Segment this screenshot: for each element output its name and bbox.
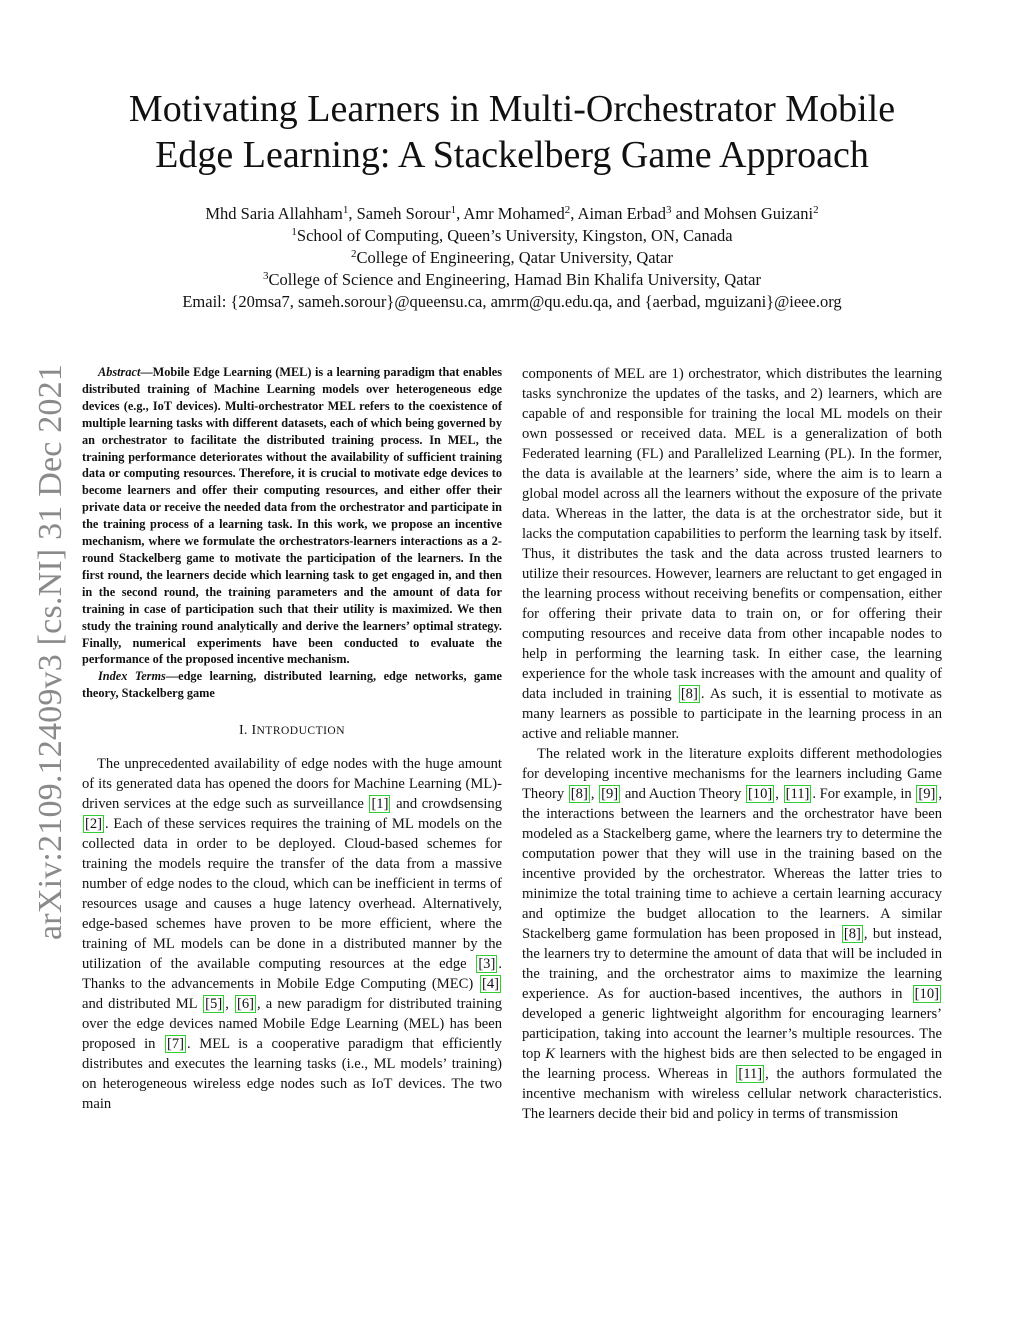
citation-link[interactable]: [10] — [914, 986, 939, 1002]
math-variable: K — [545, 1046, 556, 1062]
right-column — [522, 364, 942, 1124]
text-run: , but instead, the learners try to determine the amount of data that will be included in the training, and the orchestrator aims to maximize the learning experience. As for auction-based incentives, the authors in — [522, 926, 942, 1002]
text-run: , the interactions between the learners and the orchestrator have been modeled as a Stackelberg game, where the learners try to determine the computation power that they will use in the training based on the incentive provided by the orchestrator. Whereas the latter tries to minimize the total training time to achieve a certain learning accuracy and optimize the budget allocation to the learners. A similar Stackelberg game formulation has been proposed in — [522, 786, 943, 942]
citation-link[interactable]: [8] — [680, 686, 698, 702]
citation-link[interactable]: [11] — [738, 1066, 763, 1082]
citation-link[interactable]: [4] — [481, 976, 499, 993]
section-title-initial: I — [251, 723, 257, 739]
author-affiliation-mark: 2 — [564, 204, 571, 216]
text-run: components of MEL are 1) orchestrator, which distributes the learning tasks synchronize the updates of the tasks, and 2) learners, which are capable of and responsible for training the local ML models on their own possessed or received data. MEL is a generalization of both Federated learning (FL) and Parallelized Learning (PL). In the former, the data is available at the learners’ side, where the aim is to learn a global model across all the learners without the exposure of the private data. Whereas in the latter, the data is at the orchestrator side, but it lacks the computation capabilities to perform the learning task by itself. Thus, it distributes the task and the data across trusted learners to utilize their resources. However, learners are reluctant to get engaged in the learning process without receiving benefits or compensation, either for offering their private data to train on, or for offering their computing resources and receive data from other incapable nodes to help in performing the learning task. In either case, the learning experience for the whole task increases with the amount and quality of data included in training — [522, 366, 942, 702]
title-line-2: Edge Learning: A Stackelberg Game Approach — [155, 134, 869, 176]
abstract — [82, 364, 502, 668]
citation-link[interactable]: [3] — [478, 956, 496, 973]
author-affiliation-mark: 1 — [450, 204, 457, 216]
citation-link[interactable]: [1] — [371, 796, 389, 813]
section-numeral: I. — [238, 723, 248, 739]
text-run: , a new paradigm for distributed training over the edge devices named Mobile Edge Learning (MEL) has been proposed in — [82, 996, 503, 1053]
author-name: Sameh Sorour — [356, 204, 451, 223]
text-run: . Each of these services requires the training of ML models on the collected data in order to be deployed. Cloud-based schemes for training the models require the transfer of the data from a massive number of edge nodes to the cloud, which can be inefficient in terms of resources usage and causes a huge latency overhead. Alternatively, edge-based schemes have proven to be more efficient, where the training of ML models can be done in a distributed manner by the utilization of the available computing resources at the edge — [82, 816, 502, 973]
related-work-paragraph — [522, 744, 942, 1124]
index-terms — [82, 668, 502, 702]
author-separator: , — [570, 204, 578, 223]
affiliation-3 — [60, 269, 964, 291]
text-run: , — [775, 786, 783, 802]
section-heading-introduction — [82, 721, 502, 741]
intro-paragraph — [82, 754, 502, 1114]
index-terms-text: —edge learning, distributed learning, edge networks, game theory, Stackelberg game — [82, 669, 502, 701]
citation-link[interactable]: [10] — [747, 786, 773, 802]
author-separator: , — [348, 204, 357, 223]
text-run: The related work in the literature exploits different methodologies for developing incentive mechanisms for the learners including Game Theory — [522, 746, 942, 802]
affiliation-mark: 3 — [263, 270, 269, 282]
arxiv-stamp: arXiv:2109.12409v3 [cs.NI] 31 Dec 2021 — [32, 363, 69, 940]
author-block — [60, 203, 964, 313]
author-separator: and — [671, 204, 704, 223]
text-run: learners with the highest bids are then selected to be engaged in the learning process. Whereas in — [522, 1046, 942, 1082]
text-run: , the authors formulated the incentive mechanism with wireless cellular network characteristics. The learners decide their bid and policy in terms of transmission — [522, 1066, 942, 1122]
affiliation-mark: 2 — [351, 248, 357, 260]
affiliation-1 — [60, 225, 964, 247]
citation-link[interactable]: [6] — [236, 996, 254, 1013]
abstract-text: —Mobile Edge Learning (MEL) is a learning paradigm that enables distributed training of Machine Learning models over heterogeneous edge devices (e.g., IoT devices). Multi-orchestrator MEL refers to the coexistence of multiple learning tasks with different datasets, each of which being governed by an orchestrator to facilitate the distributed training process. In MEL, the training performance deteriorates without the availability of sufficient training data or computing resources. Therefore, it is crucial to motivate edge devices to become learners and offer their computing resources, and either offer their private data or receive the needed data from the orchestrator and participate in the training process of a learning task. In this work, we propose an incentive mechanism, where we formulate the orchestrators-learners interactions as a 2-round Stackelberg game to motivate the participation of the learners. In the first round, the learners decide which learning task to get engaged in, and then in the second round, the training parameters and the amount of data for training in case of participation such that their utility is maximized. We then study the training round analytically and derive the learners’ optimal strategy. Finally, numerical experiments have been conducted to evaluate the performance of the proposed incentive mechanism. — [82, 365, 502, 667]
text-run: and Auction Theory — [621, 786, 745, 802]
affiliation-text: School of Computing, Queen’s University, Kingston, ON, Canada — [296, 226, 733, 245]
author-affiliation-mark: 1 — [342, 204, 349, 216]
author-affiliation-mark: 3 — [665, 204, 672, 216]
text-run: . For example, in — [812, 786, 916, 802]
text-run: . MEL is a cooperative paradigm that efficiently distributes and executes the learning tasks (i.e., ML models’ training) on heterogeneous wireless edge nodes such as IoT devices. The two main — [82, 1036, 502, 1113]
paper-title — [60, 86, 964, 178]
citation-link[interactable]: [9] — [601, 786, 619, 802]
affiliation-2 — [60, 247, 964, 269]
citation-link[interactable]: [9] — [918, 786, 936, 802]
author-affiliation-mark: 2 — [813, 204, 819, 216]
text-run: and crowdsensing — [391, 796, 502, 813]
text-run: . As such, it is essential to motivate as many learners as possible to participate in the learning process in an active and reliable manner. — [522, 686, 942, 742]
affiliation-mark: 1 — [291, 226, 297, 238]
citation-link[interactable]: [8] — [570, 786, 588, 802]
text-run: . Thanks to the advancements in Mobile Edge Computing (MEC) — [82, 956, 502, 993]
text-run: , — [590, 786, 599, 802]
author-email: Email: {20msa7, sameh.sorour}@queensu.ca, amrm@qu.edu.qa, and {aerbad, mguizani}@ieee.org — [182, 292, 842, 311]
abstract-label: Abstract — [98, 365, 141, 379]
intro-paragraph-continued — [522, 364, 942, 744]
title-line-1: Motivating Learners in Multi-Orchestrator Mobile — [128, 88, 896, 130]
left-column — [82, 364, 502, 1114]
affiliation-text: College of Science and Engineering, Hamad Bin Khalifa University, Qatar — [268, 270, 761, 289]
author-name: Mhd Saria Allahham — [205, 204, 343, 223]
citation-link[interactable]: [2] — [85, 816, 103, 833]
author-name: Mohsen Guizani — [703, 204, 814, 223]
citation-link[interactable]: [5] — [205, 996, 223, 1013]
text-run: , — [225, 996, 234, 1013]
author-separator: , — [456, 204, 464, 223]
section-title-rest: NTRODUCTION — [256, 725, 346, 738]
citation-link[interactable]: [7] — [167, 1036, 185, 1053]
index-terms-label: Index Terms — [98, 669, 166, 684]
text-run: and distributed ML — [82, 996, 203, 1013]
citation-link[interactable]: [11] — [785, 786, 810, 802]
text-run: developed a generic lightweight algorithm for encouraging learners’ participation, taking into account the learner’s multiple resources. The top — [522, 1006, 942, 1062]
citation-link[interactable]: [8] — [843, 926, 861, 942]
author-name: Amr Mohamed — [463, 204, 565, 223]
author-names — [60, 203, 964, 225]
affiliation-text: College of Engineering, Qatar University, Qatar — [356, 248, 673, 267]
author-name: Aiman Erbad — [577, 204, 666, 223]
text-run: The unprecedented availability of edge nodes with the huge amount of its generated data has opened the doors for Machine Learning (ML)-driven services at the edge such as surveillance — [82, 756, 502, 813]
